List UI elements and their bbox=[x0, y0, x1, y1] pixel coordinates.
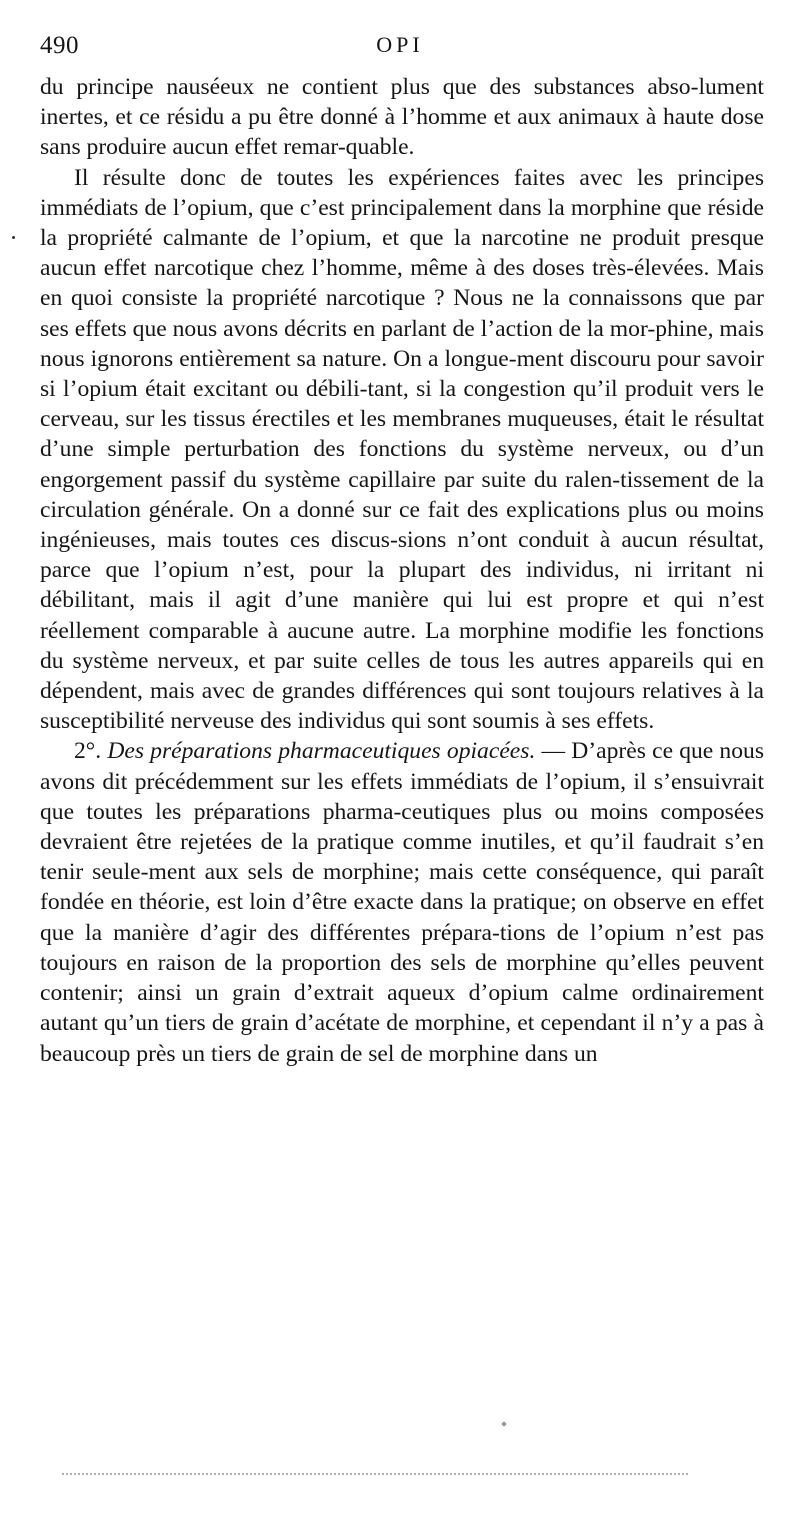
page-header bbox=[40, 32, 760, 68]
margin-mark bbox=[12, 236, 15, 239]
paragraph-continuation: du principe nauséeux ne contient plus que des substances abso-lument inertes, et ce résidu a pu être donné à l’homme et aux animaux à haute dose sans produire aucun effet remar-quable. bbox=[40, 74, 764, 161]
bleed-through-line bbox=[62, 1473, 688, 1475]
section-heading: Des préparations pharmaceutiques opiacées. bbox=[107, 738, 536, 765]
section-number: 2°. bbox=[74, 738, 102, 765]
running-head: OPI bbox=[376, 32, 424, 57]
paragraph-opium-principles: Il résulte donc de toutes les expériences faites avec les principes immédiats de l’opium, que c’est principalement dans la morphine que réside la propriété calmante de l’opium, et que la narcotine ne produit presque aucun effet narcotique chez l’homme, même à des doses très-élevées. Mais en quoi consiste la propriété narcotique ? Nous ne la connaissons que par ses effets que nous avons décrits en parlant de l’action de la mor-phine, mais nous ignorons entièrement sa nature. On a longue-ment discouru pour savoir si l’opium était excitant ou débili-tant, si la congestion qu’il produit vers le cerveau, sur les tissus érectiles et les membranes muqueuses, était le résultat d’une simple perturbation des fonctions du système nerveux, ou d’un engorgement passif du système capillaire par suite du ralen-tissement de la circulation générale. On a donné sur ce fait des explications plus ou moins ingénieuses, mais toutes ces discus-sions n’ont conduit à aucun résultat, parce que l’opium n’est, pour la plupart des individus, ni irritant ni débilitant, mais il agit d’une manière qui lui est propre et qui n’est réellement comparable à aucune autre. La morphine modifie les fonctions du système nerveux, et par suite celles de tous les autres appareils qui en dépendent, mais avec de grandes différences qui sont toujours relatives à la susceptibilité nerveuse des individus qui sont soumis à ses effets. bbox=[40, 164, 764, 735]
body-text bbox=[40, 72, 764, 1069]
paragraph-pharmaceutical-preparations bbox=[40, 736, 764, 1068]
section-text: — D’après ce que nous avons dit précédemment sur les effets immédiats de l’opium, il s’ensuivrait que toutes les préparations pharma-ceutiques plus ou moins composées devraient être rejetées de la pratique comme inutiles, et qu’il faudrait s’en tenir seule-ment aux sels de morphine; mais cette conséquence, qui paraît fondée en théorie, est loin d’être exacte dans la pratique; on observe en effet que la manière d’agir des différentes prépara-tions de l’opium n’est pas toujours en raison de la proportion des sels de morphine qu’elles peuvent contenir; ainsi un grain d’extrait aqueux d’opium calme ordinairement autant qu’un tiers de grain d’acétate de morphine, et cependant il n’y a pas à beaucoup près un tiers de grain de sel de morphine dans un bbox=[40, 738, 765, 1067]
page-number: 490 bbox=[40, 32, 79, 59]
stray-mark bbox=[501, 1421, 507, 1427]
